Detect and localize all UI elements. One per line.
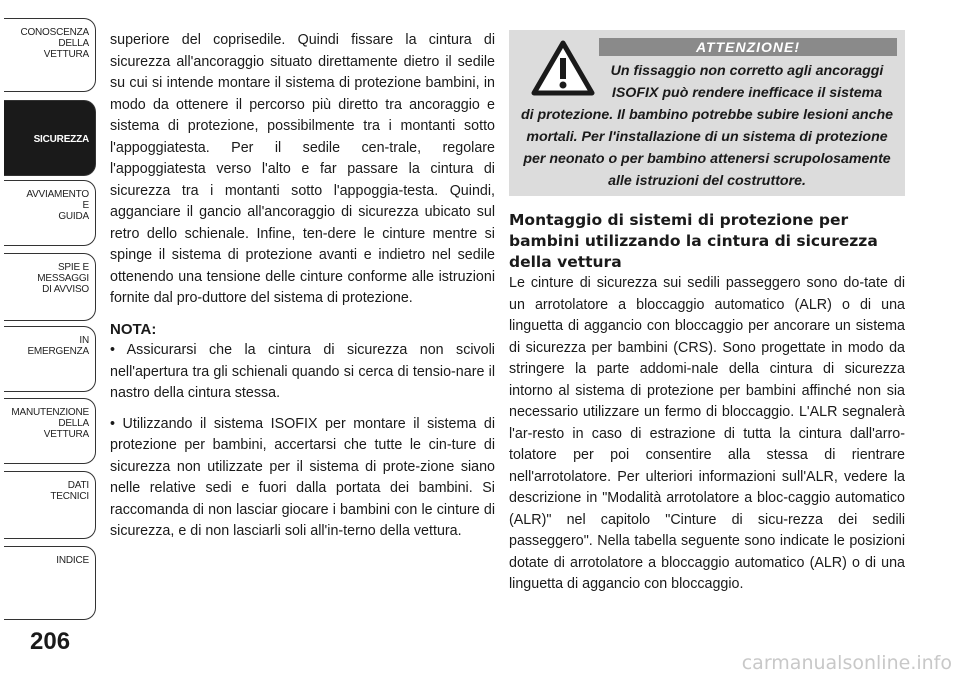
right-column: [509, 30, 905, 605]
watermark: carmanualsonline.info: [741, 652, 952, 674]
left-column: [110, 30, 495, 552]
tab-label: AVVIAMENTO E GUIDA: [26, 189, 89, 222]
tab-label: CONOSCENZA DELLA VETTURA: [20, 27, 89, 60]
bullet-item: • Utilizzando il sistema ISOFIX per montare il sistema di protezione per bambini, accertarsi che tutte le cin-ture di sicurezza non utilizzate per il sistema di prote-zione siano nelle relative sedi e fuori dalla portata dei bambini. Si raccomanda di non lasciar giocare i bambini con le cinture di sicurezza, e di non lasciarli soli all'in-terno della vettura.: [110, 415, 495, 539]
tab-label: SICUREZZA: [33, 133, 89, 145]
tab-sicurezza[interactable]: [4, 100, 96, 176]
tab-dati-tecnici[interactable]: [4, 471, 96, 539]
tab-label: SPIE E MESSAGGI DI AVVISO: [37, 262, 89, 295]
tab-label: INDICE: [56, 555, 89, 566]
paragraph: superiore del coprisedile. Quindi fissare la cintura di sicurezza all'ancoraggio situato direttamente dietro il sedile su cui si intende montare il sistema di protezione bambini, in modo da ottenere il percorso più diretto tra ancoraggio e sistema di protezione, possibilmente tra i montanti sotto l'appoggiatesta. Per il sedile cen-trale, regolare l'appoggiatesta verso l'alto e far passare la cintura di sicurezza tra i montanti sotto l'appoggia-testa. Quindi, agganciare il gancio all'ancoraggio di sicurezza ubicato sul retro dello schienale. Infine, ten-dere le cinture mentre si spinge il sistema di protezione avanti e indietro nel sedile ottenendo una tensione delle cinture conforme alle istruzioni fornite dal pro-duttore del sistema di protezione.: [110, 32, 495, 306]
warning-text-rest: di protezione. Il bambino potrebbe subire lesioni anche mortali. Per l'installazione di un sistema di protezione per neonato o per bambino attenersi scrupolosamente alle istruzioni del costruttore.: [520, 107, 894, 189]
tab-avviamento-e-guida[interactable]: [4, 180, 96, 246]
page-number: 206: [30, 628, 71, 655]
tab-conoscenza-della-vettura[interactable]: [4, 18, 96, 92]
tab-manutenzione-della-vettura[interactable]: [4, 398, 96, 464]
paragraph: Le cinture di sicurezza sui sedili passeggero sono do-tate di un arrotolatore a bloccaggio automatico (ALR) o di una linguetta di aggancio con bloccaggio per ancorare un sistema di sicurezza per bambini (CRS). Sono progettate in modo da stringere la parte addomi-nale della cintura di sicurezza intorno al sistema di protezione per bambini affinché non sia necessario utilizzare un fermo di bloccaggio. L'ALR segnalerà l'ar-resto in caso di estrazione di tutta la cintura dall'arro-tolatore per poi consentire alla stessa di rientrare nell'arrotolatore. Per ulteriori informazioni sull'ALR, vedere la descrizione in "Modalità arrotolatore a bloc-caggio automatico (ALR)" nel capitolo "Cinture di sicu-rezza dei sedili passeggero". Nella tabella seguente sono indicate le posizioni dotate di arrotolatore a bloccaggio automatico (ALR) o di una linguetta di aggancio con bloccaggio.: [509, 275, 905, 592]
bullet-item: • Assicurarsi che la cintura di sicurezza non scivoli nell'apertura tra gli schienali quando si cerca di tensio-nare il nastro della cintura stessa.: [110, 342, 495, 401]
warning-box: [509, 30, 905, 196]
tab-label: MANUTENZIONE DELLA VETTURA: [11, 407, 89, 440]
warning-text-first: Un fissaggio non corretto agli ancoraggi ISOFIX può rendere inefficace il sistema: [610, 63, 884, 101]
tab-label: DATI TECNICI: [50, 480, 89, 502]
tab-indice[interactable]: [4, 546, 96, 620]
warning-header: ATTENZIONE!: [599, 38, 897, 56]
tab-spie-e-messaggi[interactable]: [4, 253, 96, 321]
nota-label: NOTA:: [110, 320, 157, 338]
warning-triangle-icon: [531, 40, 595, 96]
section-title: Montaggio di sistemi di protezione per bambini utilizzando la cintura di sicurezza della vettura: [509, 211, 878, 271]
tab-label: IN EMERGENZA: [27, 335, 89, 357]
chapter-sidebar: [0, 0, 100, 678]
tab-in-emergenza[interactable]: [4, 326, 96, 392]
